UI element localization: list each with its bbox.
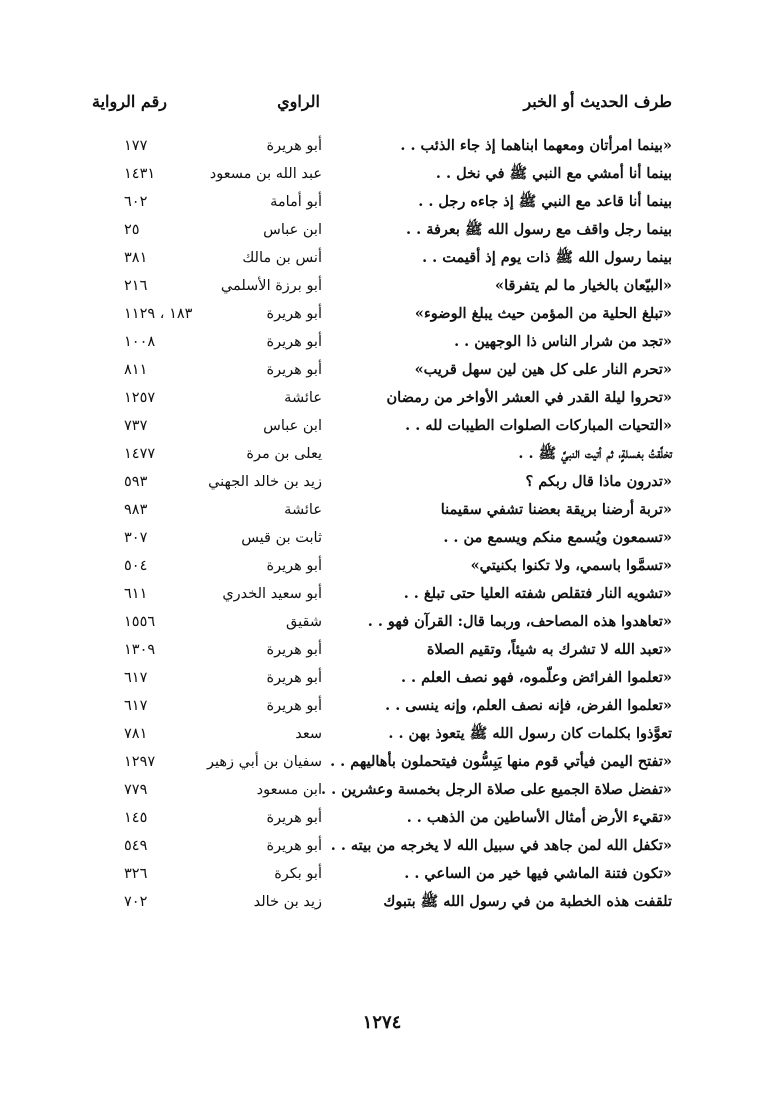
table-row <box>92 636 672 664</box>
hadith-text: «تسمعون ويُسمع منكم ويسمع من . . <box>443 529 672 546</box>
page-number: ١٢٧٤ <box>362 1012 402 1033</box>
narrator-name: أبو هريرة <box>266 558 322 574</box>
narrator-name: أبو أمامة <box>270 194 322 210</box>
hadith-text: «تسمَّوا باسمي، ولا تكنوا بكنيتي» <box>470 557 672 574</box>
narrator-name: عائشة <box>284 502 322 518</box>
hadith-text: «تعبد الله لا تشرك به شيئاً، وتقيم الصلاة <box>426 641 672 658</box>
hadith-text: تعوَّذوا بكلمات كان رسول الله ﷺ يتعوذ بهن . . <box>388 725 672 742</box>
narration-number: ١٤٣١ <box>124 166 156 182</box>
narration-number: ١٣٠٩ <box>124 642 156 658</box>
hadith-text: بينما رسول الله ﷺ ذات يوم إذ أقيمت . . <box>422 249 672 266</box>
table-row <box>92 244 672 272</box>
hadith-text: «تربة أرضنا بريقة بعضنا تشفي سقيمنا <box>440 501 672 518</box>
hadith-text: «تعاهدوا هذه المصاحف، وربما قال: القرآن فهو . . <box>367 613 672 630</box>
hadith-text: «تعلموا الفرائض وعلّموه، فهو نصف العلم . . <box>400 669 672 686</box>
hadith-text: «تحرم النار على كل هين لين سهل قريب» <box>414 361 672 378</box>
narration-number: ١٤٥ <box>124 810 148 826</box>
table-row <box>92 580 672 608</box>
narrator-name: ابن عباس <box>263 418 322 434</box>
index-table <box>92 132 672 916</box>
narration-number: ٦١٧ <box>124 698 148 714</box>
hadith-text: «تجد من شرار الناس ذا الوجهين . . <box>454 333 672 350</box>
narration-number: ١٧٧ <box>124 138 148 154</box>
table-row <box>92 720 672 748</box>
hadith-text: «تبلغ الحلية من المؤمن حيث يبلغ الوضوء» <box>414 305 672 322</box>
table-row <box>92 748 672 776</box>
header-number-label: رقم الرواية <box>92 92 167 111</box>
narrator-name: يعلى بن مرة <box>246 446 322 462</box>
table-row <box>92 300 672 328</box>
hadith-text: «تقيء الأرض أمثال الأساطين من الذهب . . <box>406 809 672 826</box>
narration-number: ١٢٥٧ <box>124 390 156 406</box>
narrator-name: أبو هريرة <box>266 838 322 854</box>
hadith-text: «تدرون ماذا قال ربكم ؟ <box>525 473 672 490</box>
narrator-name: زيد بن خالد <box>253 894 322 910</box>
narrator-name: زيد بن خالد الجهني <box>208 474 322 490</box>
header-text-label: طرف الحديث أو الخبر <box>523 92 672 111</box>
hadith-text: بينما أنا أمشي مع النبي ﷺ في نخل . . <box>435 165 672 182</box>
hadith-text: تخلَّقتُ بغسلةٍ، ثم أتيت النبيَّ ﷺ . . <box>518 445 672 462</box>
table-row <box>92 132 672 160</box>
hadith-text: «بينما امرأتان ومعهما ابناهما إذ جاء الذئب . . <box>400 137 672 154</box>
hadith-text: «تحروا ليلة القدر في العشر الأواخر من رمضان <box>386 389 672 406</box>
narrator-name: أبو هريرة <box>266 334 322 350</box>
hadith-text: بينما رجل واقف مع رسول الله ﷺ بعرفة . . <box>406 221 672 238</box>
narration-number: ٧٣٧ <box>124 418 148 434</box>
narration-number: ٧٧٩ <box>124 782 148 798</box>
hadith-text: «تشويه النار فتقلص شفته العليا حتى تبلغ . . <box>403 585 672 602</box>
header-narrator-label: الراوي <box>277 92 320 111</box>
table-row <box>92 552 672 580</box>
narrator-name: سعد <box>295 726 322 742</box>
hadith-text: «البيّعان بالخيار ما لم يتفرقا» <box>495 277 672 294</box>
hadith-text: تلقفت هذه الخطبة من في رسول الله ﷺ بتبوك <box>383 893 672 910</box>
table-row <box>92 888 672 916</box>
table-row <box>92 860 672 888</box>
table-row <box>92 160 672 188</box>
narration-number: ٣٠٧ <box>124 530 148 546</box>
narrator-name: أنس بن مالك <box>242 250 322 266</box>
table-row <box>92 804 672 832</box>
narrator-name: أبو بكرة <box>274 866 322 882</box>
table-row <box>92 216 672 244</box>
narration-number: ٢١٦ <box>124 278 148 294</box>
narration-number: ١٢٩٧ <box>124 754 156 770</box>
table-row <box>92 496 672 524</box>
narration-number: ١٠٠٨ <box>124 334 156 350</box>
table-row <box>92 384 672 412</box>
table-row <box>92 776 672 804</box>
table-row <box>92 832 672 860</box>
table-row <box>92 608 672 636</box>
narration-number: ٢٥ <box>124 222 140 238</box>
narrator-name: ثابت بن قيس <box>241 530 322 546</box>
narrator-name: أبو هريرة <box>266 362 322 378</box>
narrator-name: أبو هريرة <box>266 810 322 826</box>
narration-number: ٥٠٤ <box>124 558 148 574</box>
narration-number: ٣٨١ <box>124 250 148 266</box>
narration-number: ٥٩٣ <box>124 474 148 490</box>
narration-number: ٨١١ <box>124 362 148 378</box>
narrator-name: ابن مسعود <box>256 782 322 798</box>
narration-number: ٣٢٦ <box>124 866 148 882</box>
narration-number: ٦١١ <box>124 586 148 602</box>
table-header <box>92 92 672 120</box>
table-row <box>92 272 672 300</box>
narrator-name: أبو هريرة <box>266 138 322 154</box>
table-row <box>92 664 672 692</box>
narration-number: ٦٠٢ <box>124 194 148 210</box>
narration-number: ٧٨١ <box>124 726 148 742</box>
narrator-name: ابن عباس <box>263 222 322 238</box>
table-row <box>92 356 672 384</box>
narrator-name: عائشة <box>284 390 322 406</box>
hadith-text: بينما أنا قاعد مع النبي ﷺ إذ جاءه رجل . . <box>418 193 672 210</box>
table-row <box>92 692 672 720</box>
table-row <box>92 524 672 552</box>
hadith-text: «تفتح اليمن فيأتي قوم منها يَبِسُّون فيتحملون بأهاليهم . . <box>330 753 672 770</box>
hadith-text: «التحيات المباركات الصلوات الطيبات لله . . <box>405 417 672 434</box>
table-row <box>92 412 672 440</box>
narrator-name: أبو هريرة <box>266 670 322 686</box>
table-row <box>92 188 672 216</box>
narration-number: ١٤٧٧ <box>124 446 156 462</box>
table-row <box>92 468 672 496</box>
narration-number: ١٨٣ ، ١١٢٩ <box>124 306 193 322</box>
narrator-name: شقيق <box>286 614 322 630</box>
narration-number: ٦١٧ <box>124 670 148 686</box>
narration-number: ٩٨٣ <box>124 502 148 518</box>
narration-number: ١٥٥٦ <box>124 614 156 630</box>
hadith-text: «تفضل صلاة الجميع على صلاة الرجل بخمسة وعشرين . . <box>320 781 672 798</box>
narration-number: ٥٤٩ <box>124 838 148 854</box>
narrator-name: أبو هريرة <box>266 698 322 714</box>
narration-number: ٧٠٢ <box>124 894 148 910</box>
narrator-name: سفيان بن أبي زهير <box>206 754 322 770</box>
narrator-name: عبد الله بن مسعود <box>209 166 322 182</box>
narrator-name: أبو برزة الأسلمي <box>220 278 322 294</box>
narrator-name: أبو سعيد الخدري <box>222 586 322 602</box>
hadith-text: «تعلموا الفرض، فإنه نصف العلم، وإنه ينسى . . <box>385 697 672 714</box>
narrator-name: أبو هريرة <box>266 642 322 658</box>
table-row <box>92 440 672 468</box>
hadith-text: «تكون فتنة الماشي فيها خير من الساعي . . <box>404 865 672 882</box>
narrator-name: أبو هريرة <box>266 306 322 322</box>
table-row <box>92 328 672 356</box>
hadith-text: «تكفل الله لمن جاهد في سبيل الله لا يخرجه من بيته . . <box>330 837 672 854</box>
